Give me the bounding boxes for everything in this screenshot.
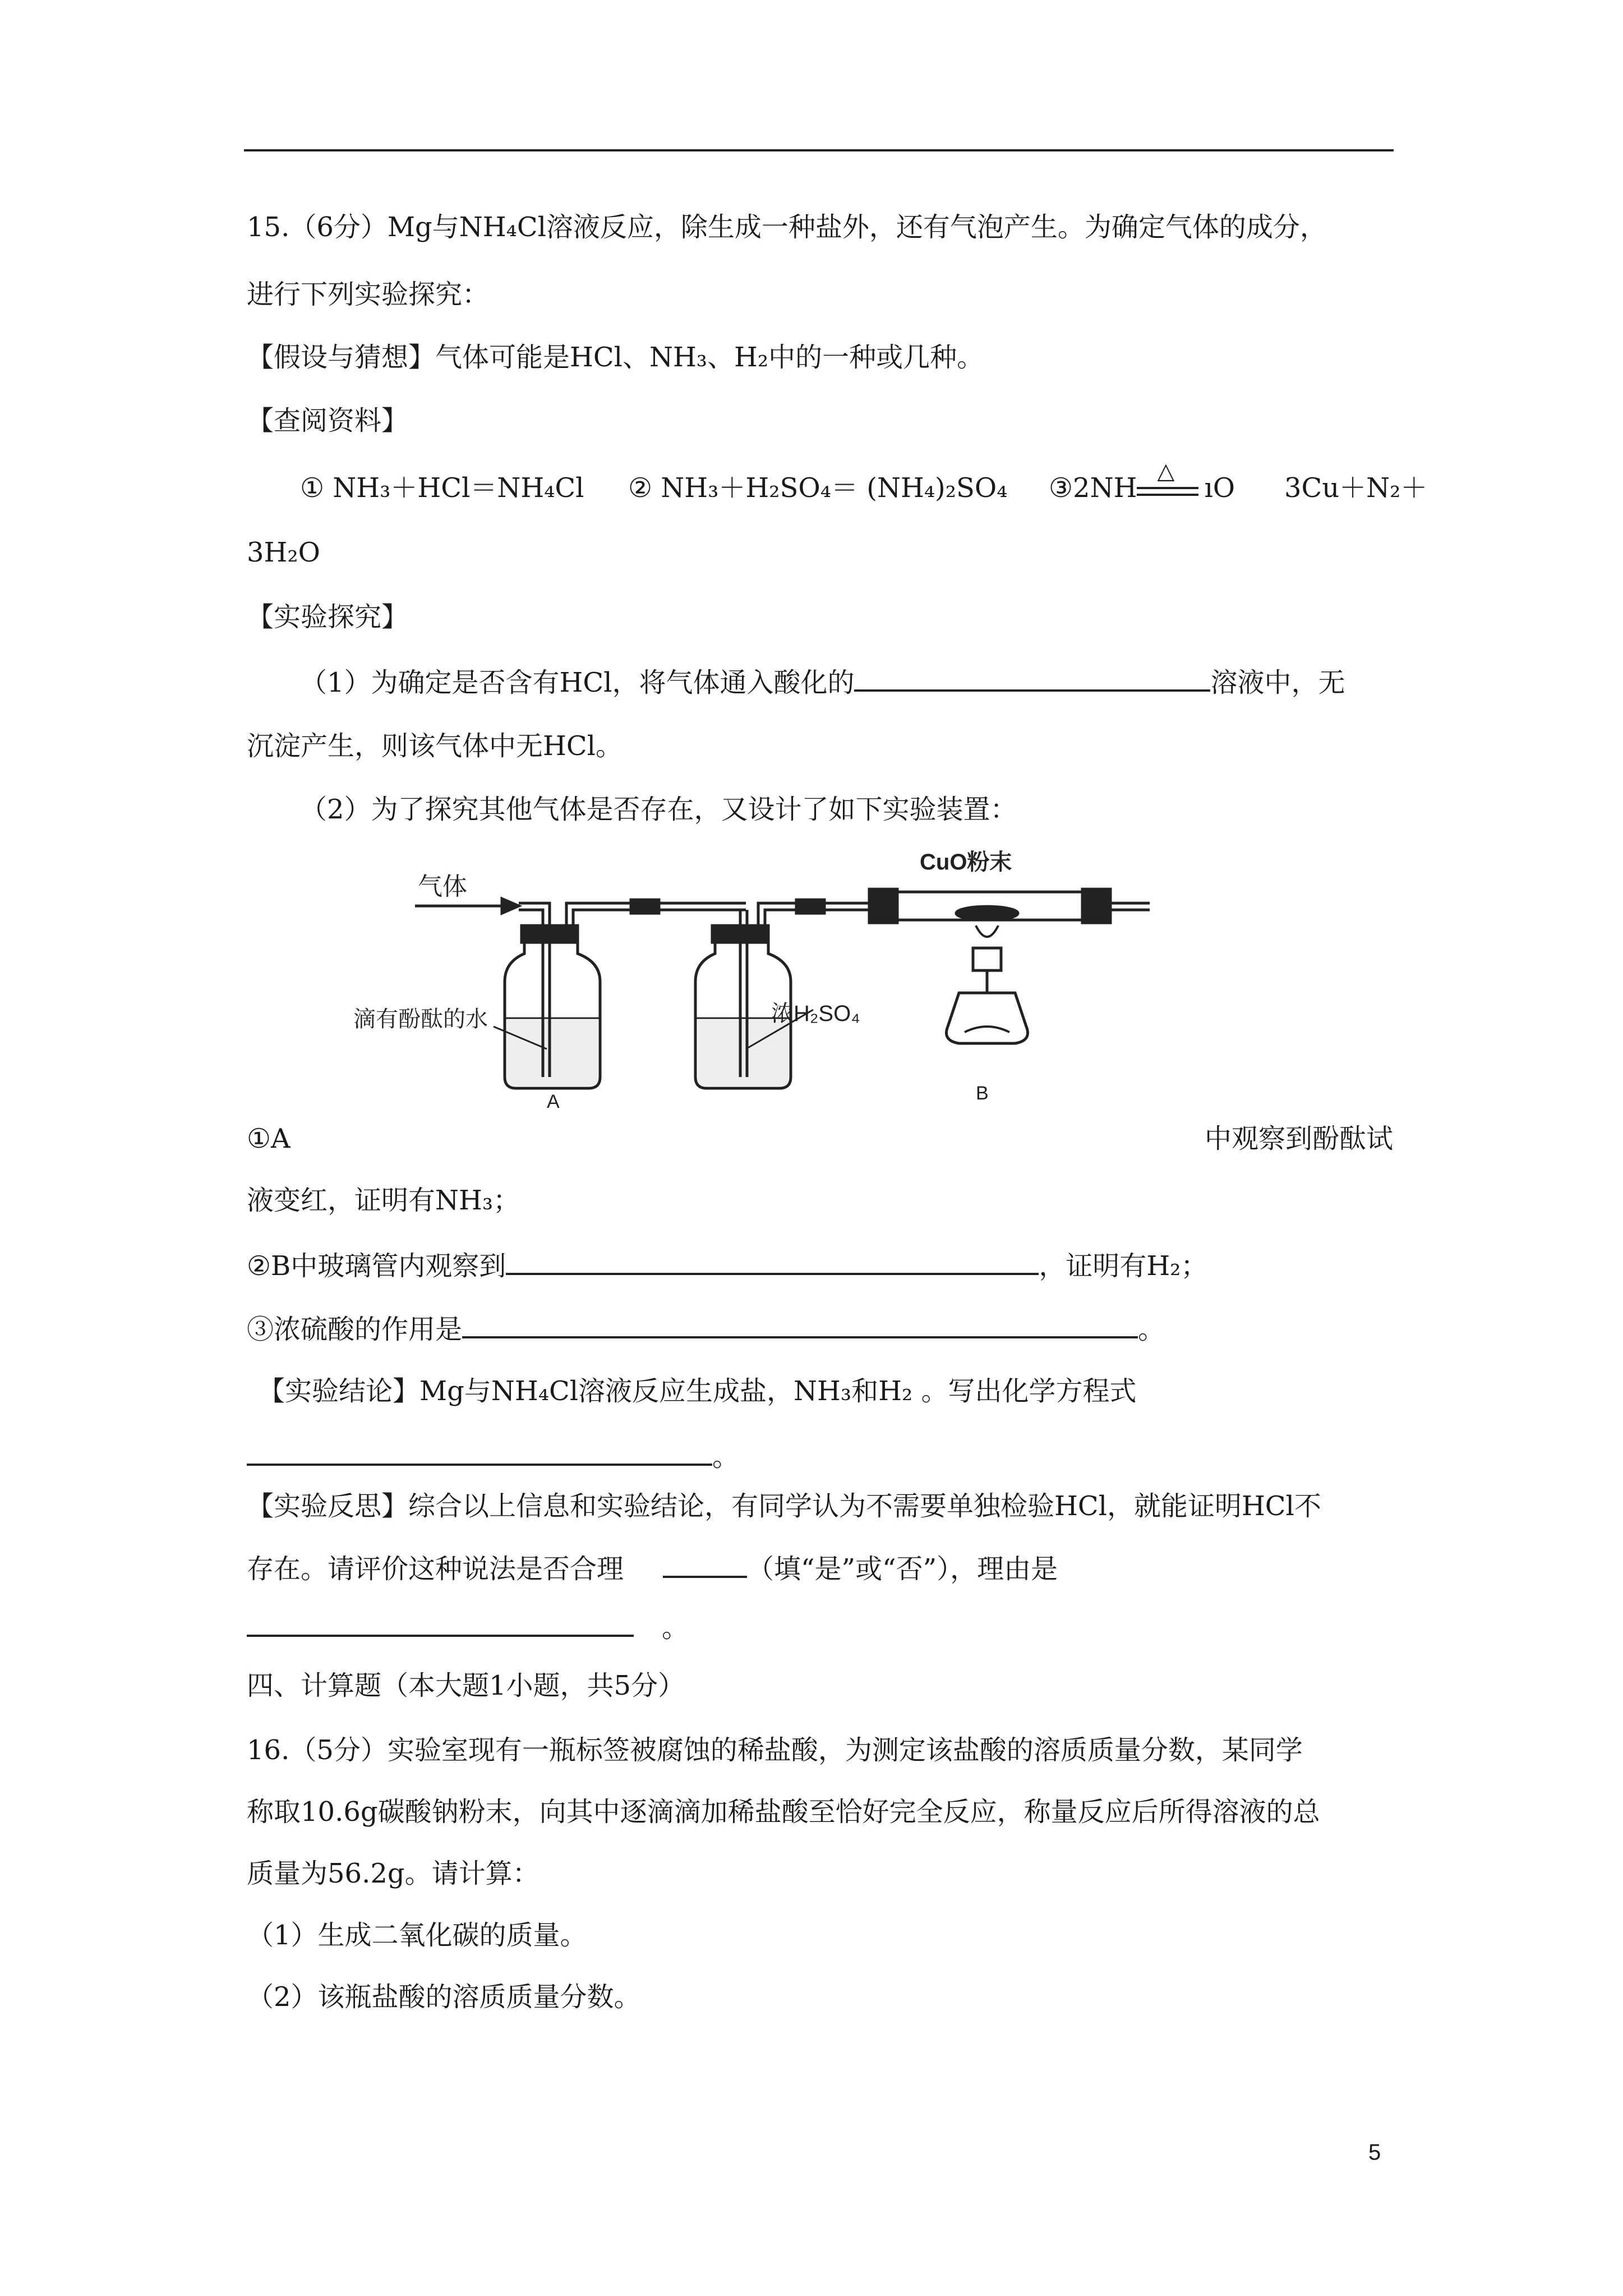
cuo-label: CuO粉末 xyxy=(920,850,1012,875)
q16-sub2: （2）该瓶盐酸的溶质质量分数。 xyxy=(247,1981,641,2013)
answer-blank-5[interactable] xyxy=(663,1551,747,1578)
obs2-text: ②B中玻璃管内观察到 xyxy=(247,1250,506,1282)
explore-title: 【实验探究】 xyxy=(247,601,409,633)
water-label: 滴有酚酞的水 xyxy=(353,1007,488,1032)
reflect-line3 xyxy=(247,1610,689,1645)
acid-label: 浓H₂SO₄ xyxy=(771,1001,860,1026)
answer-blank-1[interactable] xyxy=(854,665,1210,692)
info-title: 【查阅资料】 xyxy=(247,405,409,436)
obs3-text-end: 。 xyxy=(1138,1314,1165,1345)
conclusion-answer xyxy=(247,1439,739,1474)
obs1-right: 中观察到酚酞试 xyxy=(1204,1123,1393,1154)
answer-blank-4[interactable] xyxy=(247,1439,712,1466)
equation-3-water: 3H₂O xyxy=(247,537,320,568)
part1-text: （1）为确定是否含有HCl，将气体通入酸化的 xyxy=(300,667,855,698)
obs3-text: ③浓硫酸的作用是 xyxy=(247,1314,463,1345)
gas-label: 气体 xyxy=(418,873,467,900)
equation-3-part-b: ıO xyxy=(1204,472,1235,504)
q16-line2: 称取10.6g碳酸钠粉末，向其中逐滴滴加稀盐酸至恰好完全反应，称量反应后所得溶液的总 xyxy=(247,1796,1320,1828)
obs1-left: ①A xyxy=(247,1123,291,1154)
part1-cont: 沉淀产生，则该气体中无HCl。 xyxy=(247,730,623,762)
reflect-text-end: （填“是”或“否”），理由是 xyxy=(747,1553,1058,1585)
obs3-line xyxy=(247,1312,1165,1346)
delta-symbol: △ xyxy=(1157,458,1175,484)
equation-1: ① NH₃＋HCl＝NH₄Cl xyxy=(300,472,584,504)
label-b: B xyxy=(976,1083,989,1104)
header-rule xyxy=(244,149,1394,151)
part1-line xyxy=(300,665,1345,700)
answer-blank-2[interactable] xyxy=(506,1248,1039,1275)
equation-3 xyxy=(1049,458,1235,505)
part1-text-end: 溶液中，无 xyxy=(1210,667,1345,698)
label-a: A xyxy=(547,1091,560,1111)
obs1-cont: 液变红，证明有NH₃； xyxy=(247,1185,520,1216)
q15-line1: 15.（6分）Mg与NH₄Cl溶液反应，除生成一种盐外，还有气泡产生。为确定气体的成分， xyxy=(247,211,1327,243)
page-number: 5 xyxy=(1368,2140,1381,2165)
hypothesis: 【假设与猜想】气体可能是HCl、NH₃、H₂中的一种或几种。 xyxy=(247,342,984,373)
q16-sub1: （1）生成二氧化碳的质量。 xyxy=(247,1920,587,1951)
reflect-line1: 【实验反思】综合以上信息和实验结论，有同学认为不需要单独检验HCl，就能证明HCl不 xyxy=(247,1490,1321,1522)
equation-2: ② NH₃＋H₂SO₄＝ (NH₄)₂SO₄ xyxy=(628,472,1008,504)
obs2-text-end: ，证明有H₂； xyxy=(1039,1250,1208,1282)
reflect-line2 xyxy=(247,1551,1058,1586)
q15-line2: 进行下列实验探究： xyxy=(247,279,490,310)
conclusion-end: 。 xyxy=(712,1441,740,1473)
section4-title: 四、计算题（本大题1小题，共5分） xyxy=(247,1670,685,1701)
q16-line3: 质量为56.2g。请计算： xyxy=(247,1858,540,1889)
equation-3-part-a: ③2NH xyxy=(1049,472,1137,504)
answer-blank-3[interactable] xyxy=(462,1312,1138,1338)
conclusion-line: 【实验结论】Mg与NH₄Cl溶液反应生成盐，NH₃和H₂ 。写出化学方程式 xyxy=(258,1375,1137,1407)
heating-equals-sign xyxy=(1137,458,1204,501)
reflect-end: 。 xyxy=(662,1612,689,1644)
reflect-text: 存在。请评价这种说法是否合理 xyxy=(247,1553,624,1585)
apparatus-diagram xyxy=(353,841,1161,1111)
answer-blank-6[interactable] xyxy=(247,1610,634,1637)
q16-line1: 16.（5分）实验室现有一瓶标签被腐蚀的稀盐酸，为测定该盐酸的溶质质量分数，某同学 xyxy=(247,1734,1303,1766)
equation-3-products: 3Cu＋N₂＋ xyxy=(1284,472,1428,504)
part2-line: （2）为了探究其他气体是否存在，又设计了如下实验装置： xyxy=(300,794,1017,825)
obs2-line xyxy=(247,1248,1207,1283)
